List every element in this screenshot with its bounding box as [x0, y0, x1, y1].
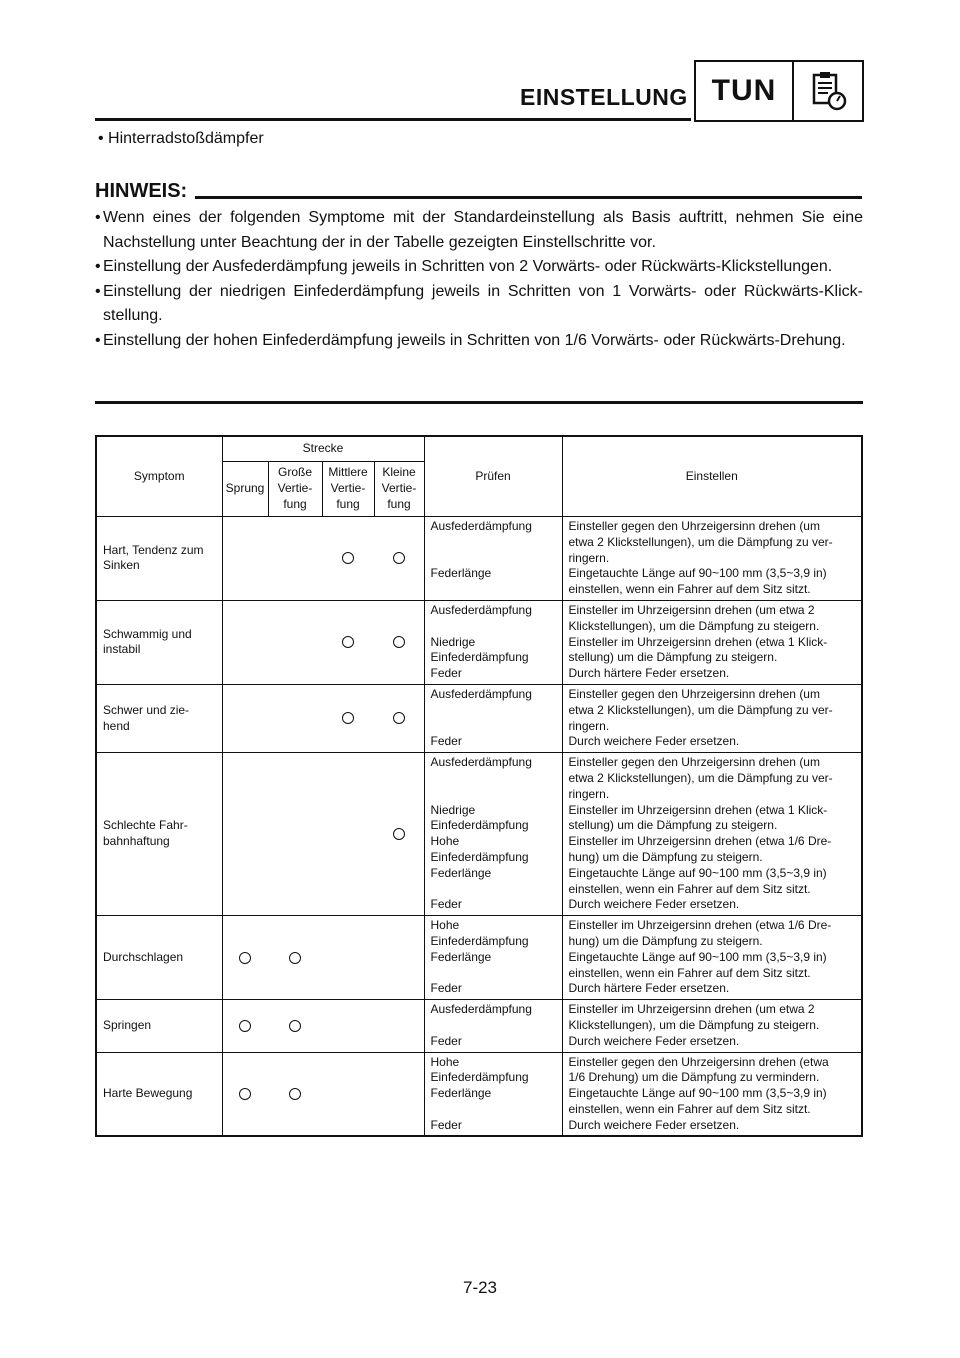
tun-badge	[694, 60, 864, 122]
einstellen-line: Einsteller im Uhrzeigersinn drehen (um etwa 2	[568, 602, 815, 617]
symptom-cell: Springen	[96, 1000, 222, 1052]
pruefen-line	[431, 787, 556, 803]
circle-mark-icon	[289, 952, 301, 964]
table-row	[96, 1000, 862, 1052]
einstellen-line: Einsteller gegen den Uhrzeigersinn drehen (um	[568, 755, 820, 770]
symptom-cell: Schlechte Fahr- bahnhaftung	[96, 753, 222, 916]
header-symptom: Symptom	[96, 436, 222, 517]
pruefen-line: Feder	[430, 897, 462, 912]
pruefen-line: Einfederdämpfung	[430, 818, 529, 833]
einstellen-line: ringern.	[568, 786, 610, 801]
mark-cell	[374, 517, 424, 601]
section-title: EINSTELLUNG	[520, 84, 688, 110]
pruefen-line	[431, 619, 556, 635]
pruefen-line: Feder	[430, 981, 462, 996]
pruefen-line	[431, 1018, 556, 1034]
einstellen-line: Einsteller im Uhrzeigersinn drehen (etwa 1/6 Dre-	[568, 834, 832, 849]
circle-mark-icon	[393, 636, 405, 648]
pruefen-cell	[424, 1000, 562, 1052]
adjustment-table	[95, 435, 863, 1137]
circle-mark-icon	[239, 1020, 251, 1032]
einstellen-line: einstellen, wenn ein Fahrer auf dem Sitz sitzt.	[568, 582, 811, 597]
mark-cell	[268, 916, 322, 1000]
einstellen-line: stellung) um die Dämpfung zu steigern.	[568, 650, 778, 665]
pruefen-line	[431, 551, 556, 567]
pruefen-line: Feder	[430, 1117, 462, 1132]
mark-cell	[222, 1052, 268, 1136]
pruefen-line: Ausfederdämpfung	[430, 519, 532, 533]
header-strecke: Strecke	[222, 436, 424, 462]
header-mittlere-vertiefung: Mittlere Vertie- fung	[322, 462, 374, 517]
pruefen-line	[431, 582, 556, 598]
hinweis-item: • Einstellung der hohen Einfederdämpfung jeweils in Schritten von 1/6 Vorwärts- oder Rückwärts-Drehung.	[95, 329, 863, 354]
einstellen-line: 1/6 Drehung) um die Dämpfung zu vermindern.	[568, 1070, 820, 1085]
hinweis-item: • Einstellung der niedrigen Einfederdämpfung jeweils in Schritten von 1 Vorwärts- oder Rückwärts-Klick-stellung.	[95, 280, 863, 329]
einstellen-line: Einsteller gegen den Uhrzeigersinn drehen (um	[568, 519, 820, 533]
einstellen-line: Einsteller im Uhrzeigersinn drehen (um etwa 2	[568, 1002, 815, 1017]
einstellen-cell	[562, 916, 862, 1000]
einstellen-cell	[562, 517, 862, 601]
einstellen-line: Durch weichere Feder ersetzen.	[568, 734, 740, 749]
header-kleine-vertiefung: Kleine Vertie- fung	[374, 462, 424, 517]
pruefen-line	[431, 882, 556, 898]
einstellen-line: etwa 2 Klickstellungen), um die Dämpfung zu ver-	[568, 534, 833, 549]
mark-cell	[322, 600, 374, 684]
mark-cell	[374, 1052, 424, 1136]
pruefen-line	[431, 719, 556, 735]
header-grosse-vertiefung: Große Vertie- fung	[268, 462, 322, 517]
pruefen-line: Ausfederdämpfung	[430, 602, 532, 617]
circle-mark-icon	[342, 712, 354, 724]
pruefen-cell	[424, 684, 562, 752]
mark-cell	[268, 1000, 322, 1052]
pruefen-line: Feder	[430, 1033, 462, 1048]
mark-cell	[322, 1052, 374, 1136]
einstellen-line: Einsteller gegen den Uhrzeigersinn drehen (um	[568, 686, 820, 701]
einstellen-line: hung) um die Dämpfung zu steigern.	[568, 849, 763, 864]
mark-cell	[268, 517, 322, 601]
pruefen-line: Federlänge	[430, 1086, 492, 1101]
mark-cell	[374, 684, 424, 752]
tun-label: TUN	[696, 62, 794, 120]
mark-cell	[222, 684, 268, 752]
table-row	[96, 753, 862, 916]
circle-mark-icon	[393, 552, 405, 564]
symptom-cell: Harte Bewegung	[96, 1052, 222, 1136]
einstellen-line: ringern.	[568, 718, 610, 733]
pruefen-line: Hohe	[430, 1054, 460, 1069]
einstellen-line: Einsteller im Uhrzeigersinn drehen (etwa 1 Klick-	[568, 634, 828, 649]
mark-cell	[322, 1000, 374, 1052]
pruefen-line: Einfederdämpfung	[430, 1070, 529, 1085]
header-rule	[95, 118, 691, 121]
symptom-cell: Schwer und zie- hend	[96, 684, 222, 752]
pruefen-line	[431, 771, 556, 787]
einstellen-line: Einsteller gegen den Uhrzeigersinn drehen (etwa	[568, 1054, 829, 1069]
pruefen-line: Feder	[430, 666, 462, 681]
hinweis-rule	[195, 196, 862, 199]
einstellen-line: einstellen, wenn ein Fahrer auf dem Sitz sitzt.	[568, 1101, 811, 1116]
header-pruefen: Prüfen	[424, 436, 562, 517]
mark-cell	[322, 517, 374, 601]
mark-cell	[222, 517, 268, 601]
pruefen-line: Niedrige	[430, 634, 476, 649]
einstellen-line: stellung) um die Dämpfung zu steigern.	[568, 818, 778, 833]
einstellen-line: Durch weichere Feder ersetzen.	[568, 897, 740, 912]
pruefen-line: Federlänge	[430, 865, 492, 880]
einstellen-line: Eingetauchte Länge auf 90~100 mm (3,5~3,9 in)	[568, 566, 827, 581]
mark-cell	[222, 600, 268, 684]
mark-cell	[322, 916, 374, 1000]
einstellen-line: Eingetauchte Länge auf 90~100 mm (3,5~3,9 in)	[568, 865, 827, 880]
pruefen-line: Hohe	[430, 834, 460, 849]
mark-cell	[222, 753, 268, 916]
einstellen-line: Einsteller im Uhrzeigersinn drehen (etwa 1 Klick-	[568, 802, 828, 817]
mark-cell	[222, 916, 268, 1000]
pruefen-line	[431, 703, 556, 719]
mark-cell	[374, 600, 424, 684]
circle-mark-icon	[289, 1020, 301, 1032]
hinweis-list	[95, 206, 863, 353]
mark-cell	[268, 1052, 322, 1136]
einstellen-line: Klickstellungen), um die Dämpfung zu steigern.	[568, 618, 820, 633]
pruefen-cell	[424, 753, 562, 916]
pruefen-line: Niedrige	[430, 802, 476, 817]
table-header-row	[96, 436, 862, 462]
einstellen-cell	[562, 1052, 862, 1136]
einstellen-line: Durch härtere Feder ersetzen.	[568, 666, 730, 681]
pruefen-line: Ausfederdämpfung	[430, 755, 532, 770]
pruefen-cell	[424, 1052, 562, 1136]
pruefen-line: Federlänge	[430, 949, 492, 964]
hinweis-title: HINWEIS:	[95, 180, 188, 202]
einstellen-line: Durch weichere Feder ersetzen.	[568, 1033, 740, 1048]
table-row	[96, 600, 862, 684]
einstellen-line: Durch weichere Feder ersetzen.	[568, 1117, 740, 1132]
symptom-cell: Durchschlagen	[96, 916, 222, 1000]
einstellen-line: Eingetauchte Länge auf 90~100 mm (3,5~3,9 in)	[568, 1086, 827, 1101]
pruefen-line: Ausfederdämpfung	[430, 1002, 532, 1017]
einstellen-line: einstellen, wenn ein Fahrer auf dem Sitz sitzt.	[568, 965, 811, 980]
einstellen-cell	[562, 600, 862, 684]
einstellen-cell	[562, 1000, 862, 1052]
table-row	[96, 916, 862, 1000]
einstellen-cell	[562, 753, 862, 916]
pruefen-line	[431, 1102, 556, 1118]
circle-mark-icon	[342, 552, 354, 564]
pruefen-line: Hohe	[430, 918, 460, 933]
circle-mark-icon	[393, 712, 405, 724]
einstellen-line: Klickstellungen), um die Dämpfung zu steigern.	[568, 1017, 820, 1032]
mark-cell	[322, 753, 374, 916]
hinweis-bottom-rule	[95, 401, 863, 404]
einstellen-line: etwa 2 Klickstellungen), um die Dämpfung zu ver-	[568, 770, 833, 785]
symptom-cell: Hart, Tendenz zum Sinken	[96, 517, 222, 601]
table-row	[96, 517, 862, 601]
einstellen-line: etwa 2 Klickstellungen), um die Dämpfung zu ver-	[568, 702, 833, 717]
circle-mark-icon	[289, 1088, 301, 1100]
pruefen-line: Einfederdämpfung	[430, 650, 529, 665]
table-row	[96, 1052, 862, 1136]
mark-cell	[268, 684, 322, 752]
pruefen-line: Ausfederdämpfung	[430, 686, 532, 701]
mark-cell	[374, 916, 424, 1000]
pruefen-cell	[424, 600, 562, 684]
symptom-cell: Schwammig und instabil	[96, 600, 222, 684]
pruefen-cell	[424, 916, 562, 1000]
mark-cell	[374, 753, 424, 916]
header-einstellen: Einstellen	[562, 436, 862, 517]
pruefen-line	[431, 966, 556, 982]
pruefen-line: Einfederdämpfung	[430, 933, 529, 948]
einstellen-line: hung) um die Dämpfung zu steigern.	[568, 933, 763, 948]
pruefen-line: Einfederdämpfung	[430, 849, 529, 864]
mark-cell	[222, 1000, 268, 1052]
einstellen-line: Einsteller im Uhrzeigersinn drehen (etwa 1/6 Dre-	[568, 918, 832, 933]
checklist-stopwatch-icon	[794, 62, 862, 120]
einstellen-line: Eingetauchte Länge auf 90~100 mm (3,5~3,9 in)	[568, 949, 827, 964]
circle-mark-icon	[239, 1088, 251, 1100]
pruefen-line	[431, 535, 556, 551]
circle-mark-icon	[393, 828, 405, 840]
page-number: 7-23	[462, 1278, 498, 1297]
hinweis-item: • Einstellung der Ausfederdämpfung jeweils in Schritten von 2 Vorwärts- oder Rückwärts-Klickstellungen.	[95, 255, 863, 280]
subtitle: • Hinterradstoßdämpfer	[98, 130, 264, 147]
pruefen-line: Feder	[430, 734, 462, 749]
einstellen-line: Durch härtere Feder ersetzen.	[568, 981, 730, 996]
mark-cell	[268, 600, 322, 684]
mark-cell	[374, 1000, 424, 1052]
table-row	[96, 684, 862, 752]
circle-mark-icon	[239, 952, 251, 964]
mark-cell	[268, 753, 322, 916]
hinweis-item: • Wenn eines der folgenden Symptome mit der Standardeinstellung als Basis auftritt, nehmen Sie eine Nachstellung unter Beachtung der in der Tabelle gezeigten Einstellschritte vor.	[95, 206, 863, 255]
mark-cell	[322, 684, 374, 752]
pruefen-cell	[424, 517, 562, 601]
einstellen-cell	[562, 684, 862, 752]
header-sprung: Sprung	[222, 462, 268, 517]
circle-mark-icon	[342, 636, 354, 648]
einstellen-line: einstellen, wenn ein Fahrer auf dem Sitz sitzt.	[568, 881, 811, 896]
pruefen-line: Federlänge	[430, 566, 492, 581]
einstellen-line: ringern.	[568, 550, 610, 565]
